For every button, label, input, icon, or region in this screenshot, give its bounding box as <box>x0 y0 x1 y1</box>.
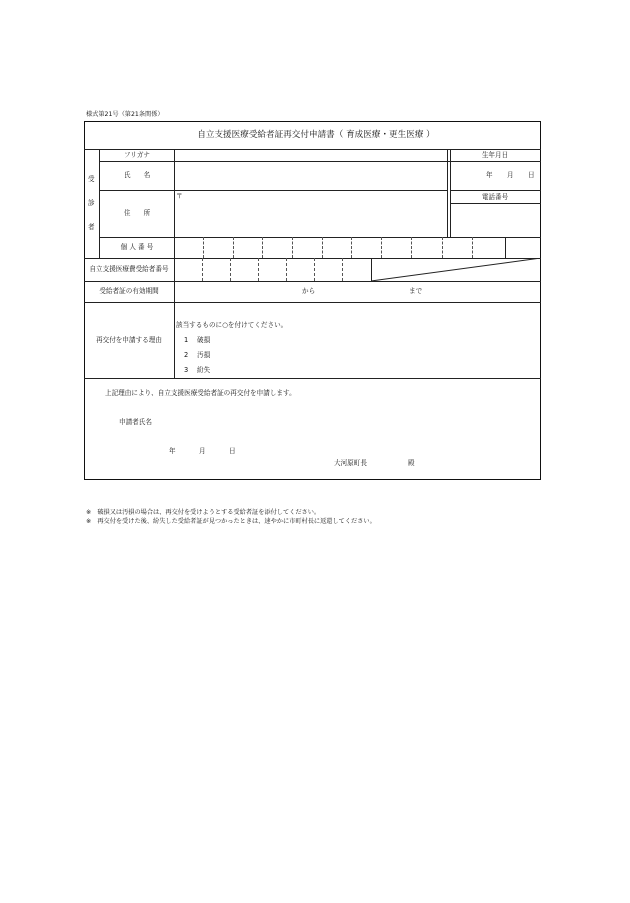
cert-number-label: 自立支援医療費受給者番号 <box>89 265 169 273</box>
form-code: 様式第21号（第21条関係） <box>86 111 164 118</box>
mynumber-cell-divider <box>233 237 234 258</box>
reason-label: 再交付を申請する理由 <box>96 336 162 344</box>
note-item: ※ 再交付を受けた後、紛失した受給者証が見つかったときは、速やかに市町村長に返還してください。 <box>86 518 376 525</box>
declaration-text: 上記理由により、自立支援医療受給者証の再交付を申請します。 <box>105 389 296 397</box>
note-item: ※ 破損又は汚損の場合は、再交付を受けようとする受給者証を添付してください。 <box>86 509 321 516</box>
reason-option[interactable]: 汚損 <box>197 351 211 359</box>
reason-number: 3 <box>184 366 189 374</box>
mynumber-cell-divider <box>292 237 293 258</box>
recipient-column-line <box>99 149 100 258</box>
mynumber-cell-divider <box>472 237 473 258</box>
validity-divider <box>84 302 541 303</box>
label-column-line <box>174 149 175 378</box>
form-title: 自立支援医療受給者証再交付申請書（ 育成医療・更生医療 ） <box>197 130 435 140</box>
address-label: 住 所 <box>123 209 151 217</box>
cert-cell-divider <box>230 258 231 281</box>
mynumber-cell-divider <box>203 237 204 258</box>
phone-label-divider <box>450 203 541 204</box>
mynumber-cell-divider <box>322 237 323 258</box>
name-label: 氏 名 <box>123 171 151 179</box>
recipient-label-char: 診 <box>88 199 95 207</box>
validity-from: から <box>302 287 316 295</box>
birthdate-label: 生年月日 <box>481 151 509 159</box>
mynumber-end-line <box>505 237 506 258</box>
cert-cell-divider <box>258 258 259 281</box>
reason-number: 1 <box>184 336 189 344</box>
application-form <box>84 121 541 480</box>
mynumber-cell-divider <box>411 237 412 258</box>
birth-column-line-right <box>450 149 451 237</box>
addressee: 大河原町長 <box>334 459 367 467</box>
reason-number: 2 <box>184 351 189 359</box>
postal-mark: 〒 <box>176 192 183 200</box>
date-month-unit: 月 <box>199 447 206 455</box>
validity-label: 受給者証の有効期間 <box>99 287 159 295</box>
furigana-divider <box>99 161 541 162</box>
reason-option[interactable]: 紛失 <box>197 366 211 374</box>
cert-cell-divider <box>342 258 343 281</box>
phone-label: 電話番号 <box>481 193 509 201</box>
applicant-name-label: 申請者氏名 <box>119 418 152 426</box>
name-divider <box>99 190 447 191</box>
birth-month-unit: 月 <box>507 171 514 179</box>
birth-phone-divider <box>450 190 541 191</box>
cert-cell-divider <box>202 258 203 281</box>
date-day-unit: 日 <box>229 447 236 455</box>
title-divider <box>84 149 541 150</box>
recipient-label-char: 受 <box>88 175 95 183</box>
mynumber-cell-divider <box>381 237 382 258</box>
cert-cell-divider <box>286 258 287 281</box>
birth-column-line-left <box>447 149 448 237</box>
mynumber-label: 個 人 番 号 <box>120 243 154 251</box>
mynumber-cell-divider <box>351 237 352 258</box>
date-year-unit: 年 <box>169 447 176 455</box>
furigana-label: フリガナ <box>123 151 151 159</box>
reason-prompt: 該当するものに○を付けてください。 <box>176 321 288 329</box>
reason-option[interactable]: 破損 <box>197 336 211 344</box>
validity-to: まで <box>409 287 423 295</box>
mynumber-cell-divider <box>262 237 263 258</box>
birth-day-unit: 日 <box>528 171 535 179</box>
mynumber-cell-divider <box>442 237 443 258</box>
honorific: 殿 <box>408 459 415 467</box>
cert-number-diagonal <box>371 258 541 281</box>
birth-year-unit: 年 <box>486 171 493 179</box>
cert-cell-divider <box>314 258 315 281</box>
cert-number-divider <box>84 281 541 282</box>
recipient-label-char: 者 <box>88 223 95 231</box>
reason-divider <box>84 378 541 379</box>
address-divider <box>99 237 541 238</box>
